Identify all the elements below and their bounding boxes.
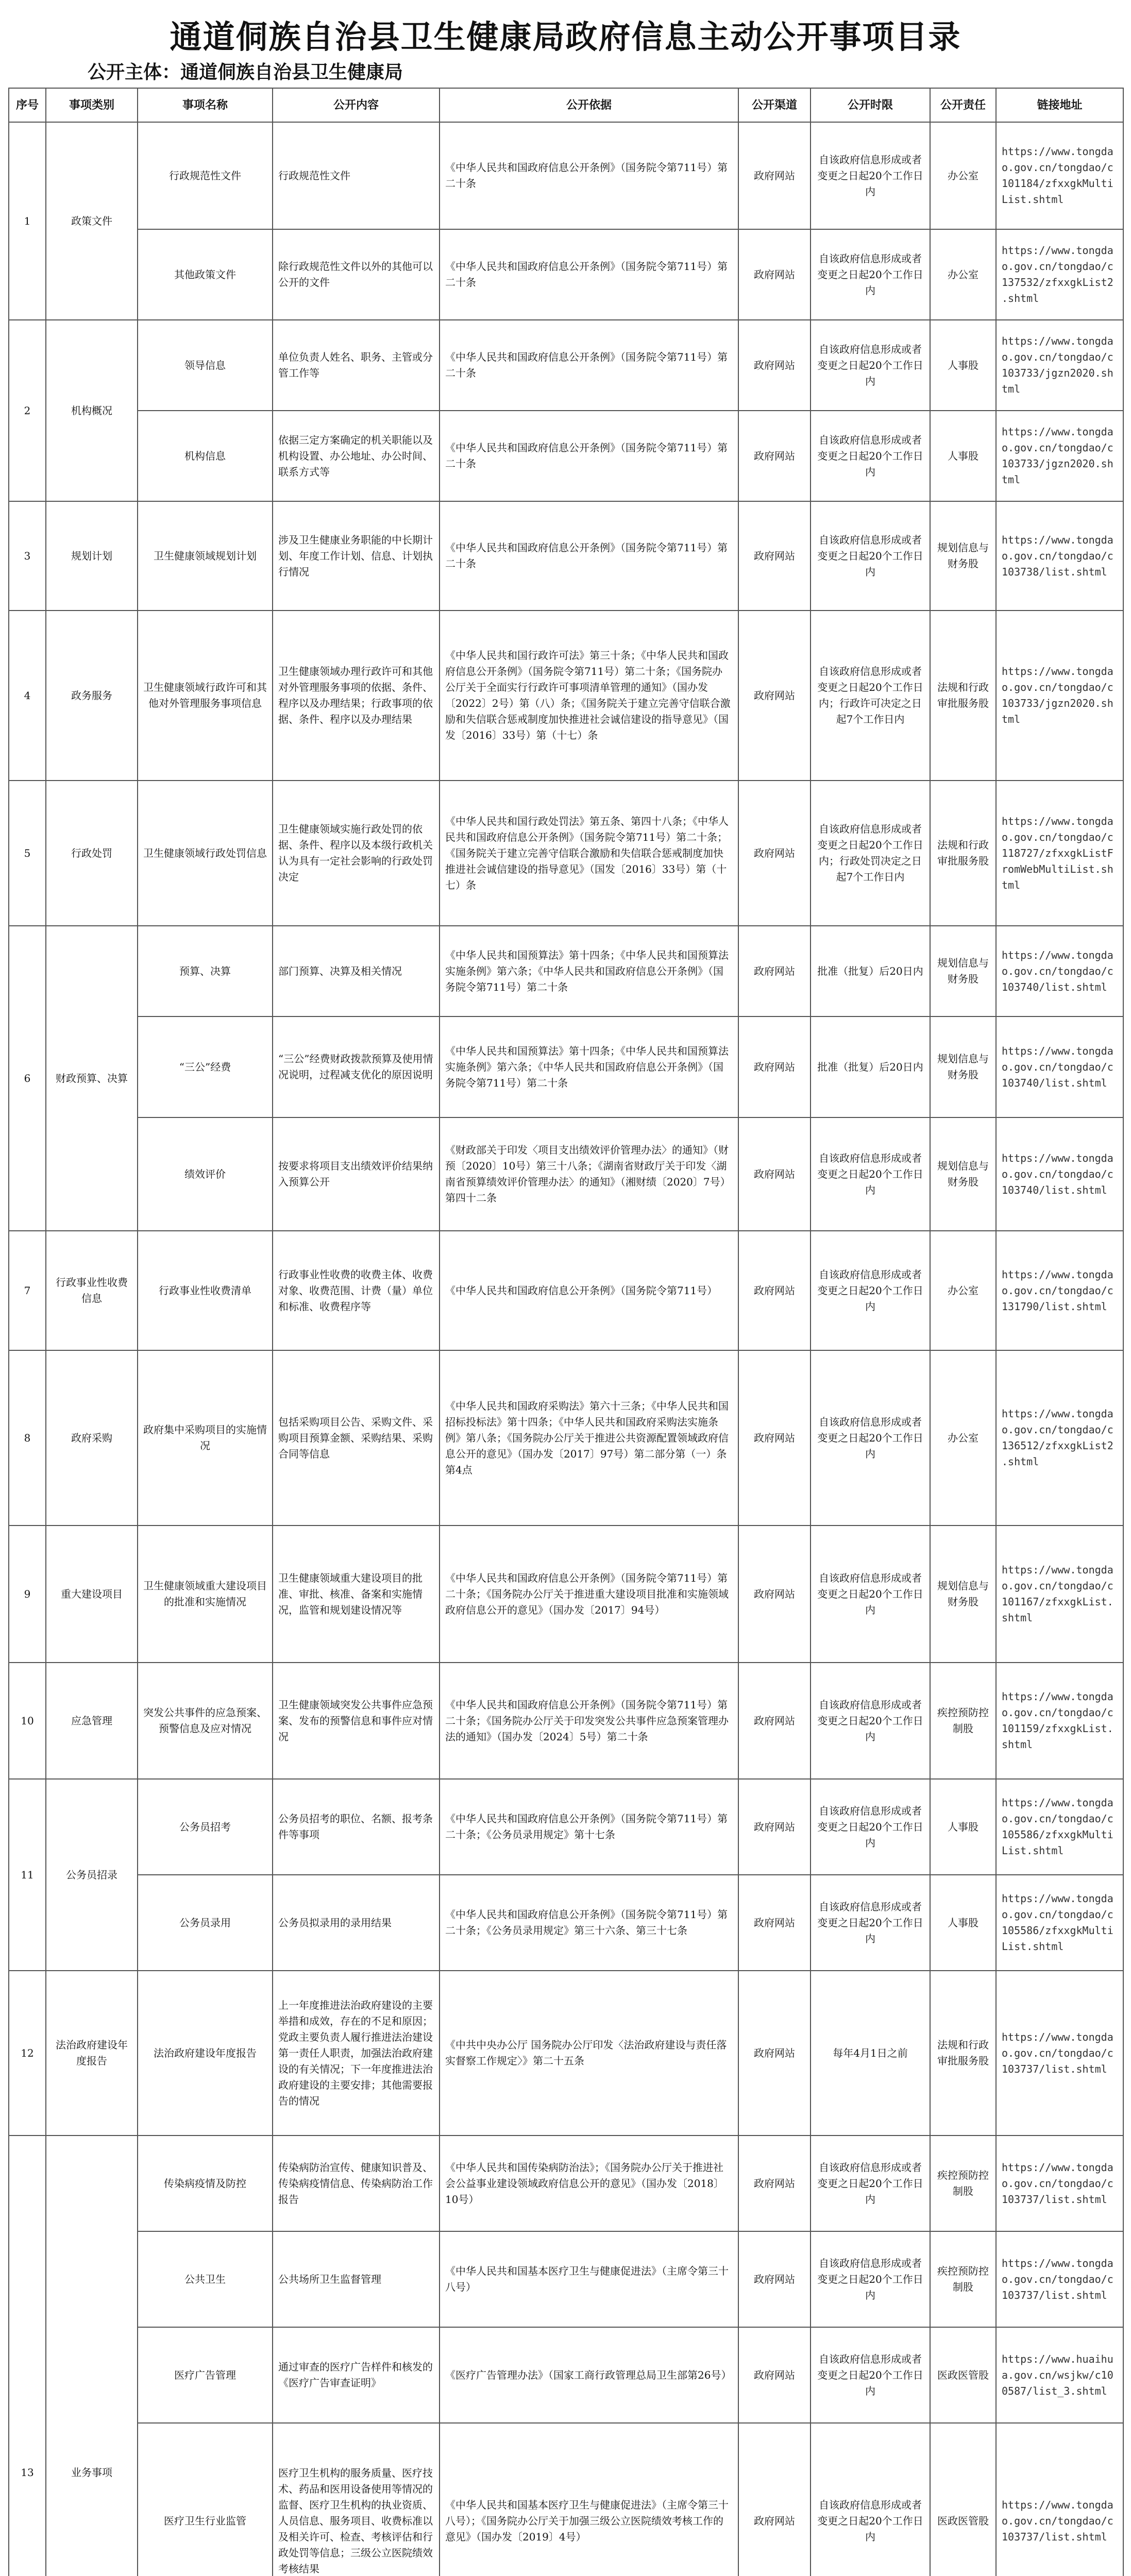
row-number: 9 [9,1526,46,1663]
row-content: 卫生健康领域实施行政处罚的依据、条件、程序以及本级行政机关认为具有一定社会影响的行政处罚决定 [273,781,440,926]
header-category: 事项类别 [46,88,138,122]
row-time-limit: 自该政府信息形成或者变更之日起20个工作日内 [811,501,930,611]
row-responsibility: 医政医管股 [930,2423,996,2576]
table-row [9,411,1123,501]
row-time-limit: 自该政府信息形成或者变更之日起20个工作日内 [811,229,930,320]
row-item-name: 领导信息 [138,320,273,411]
row-responsibility: 疾控预防控制股 [930,2231,996,2327]
row-number: 13 [9,2136,46,2576]
row-number: 2 [9,320,46,501]
row-link[interactable]: https://www.tongdao.gov.cn/tongdao/c137532/zfxxgkList2.shtml [996,229,1123,320]
row-basis: 《中华人民共和国政府信息公开条例》（国务院令第711号）第二十条 [440,229,738,320]
row-link[interactable]: https://www.tongdao.gov.cn/tongdao/c103733/jgzn2020.shtml [996,320,1123,411]
header-channel: 公开渠道 [738,88,811,122]
row-category: 重大建设项目 [46,1526,138,1663]
row-content: 除行政规范性文件以外的其他可以公开的文件 [273,229,440,320]
row-number: 12 [9,1971,46,2136]
row-time-limit: 自该政府信息形成或者变更之日起20个工作日内 [811,122,930,229]
row-responsibility: 人事股 [930,1875,996,1971]
row-item-name: 法治政府建设年度报告 [138,1971,273,2136]
row-item-name: 医疗广告管理 [138,2327,273,2423]
row-basis: 《中华人民共和国行政处罚法》第五条、第四十八条；《中华人民共和国政府信息公开条例》（国务院令第711号）第二十条；《国务院关于建立完善守信联合激励和失信联合惩戒制度加快推进社会诚信建设的指导意见》（国发〔2016〕33号）第（十七）条 [440,781,738,926]
publisher-subject: 公开主体：通道侗族自治县卫生健康局 [88,61,403,83]
row-channel: 政府网站 [738,1350,811,1526]
row-link[interactable]: https://www.tongdao.gov.cn/tongdao/c103740/list.shtml [996,1117,1123,1231]
row-category: 行政事业性收费信息 [46,1231,138,1350]
row-channel: 政府网站 [738,926,811,1016]
table-row [9,1526,1123,1663]
row-responsibility: 规划信息与财务股 [930,501,996,611]
row-channel: 政府网站 [738,1231,811,1350]
row-item-name: 卫生健康领域重大建设项目的批准和实施情况 [138,1526,273,1663]
row-content: 行政事业性收费的收费主体、收费对象、收费范围、计费（量）单位和标准、收费程序等 [273,1231,440,1350]
header-link: 链接地址 [996,88,1123,122]
row-content: 部门预算、决算及相关情况 [273,926,440,1016]
row-content: 涉及卫生健康业务职能的中长期计划、年度工作计划、信息、计划执行情况 [273,501,440,611]
row-link[interactable]: https://www.tongdao.gov.cn/tongdao/c118727/zfxxgkListFromWebMultiList.shtml [996,781,1123,926]
page-title: 通道侗族自治县卫生健康局政府信息主动公开事项目录 [170,18,961,56]
row-time-limit: 批准（批复）后20日内 [811,926,930,1016]
disclosure-table [8,88,1124,2576]
row-time-limit: 自该政府信息形成或者变更之日起20个工作日内 [811,2231,930,2327]
row-channel: 政府网站 [738,1875,811,1971]
row-category: 行政处罚 [46,781,138,926]
row-responsibility: 法规和行政审批服务股 [930,781,996,926]
row-responsibility: 规划信息与财务股 [930,1117,996,1231]
row-time-limit: 自该政府信息形成或者变更之日起20个工作日内；行政处罚决定之日起7个工作日内 [811,781,930,926]
row-category: 应急管理 [46,1663,138,1779]
row-time-limit: 自该政府信息形成或者变更之日起20个工作日内 [811,1875,930,1971]
row-channel: 政府网站 [738,611,811,781]
row-category: 法治政府建设年度报告 [46,1971,138,2136]
row-content: 公务员招考的职位、名额、报考条件等事项 [273,1779,440,1875]
row-time-limit: 自该政府信息形成或者变更之日起20个工作日内 [811,1231,930,1350]
row-content: 通过审查的医疗广告样件和核发的《医疗广告审查证明》 [273,2327,440,2423]
row-basis: 《中华人民共和国政府采购法》第六十三条；《中华人民共和国招标投标法》第十四条；《中华人民共和国政府采购法实施条例》第八条；《国务院办公厅关于推进公共资源配置领域政府信息公开的意见》（国办发〔2017〕97号）第二部分第（一）条第4点 [440,1350,738,1526]
row-responsibility: 法规和行政审批服务股 [930,611,996,781]
row-content: 医疗卫生机构的服务质量、医疗技术、药品和医用设备使用等情况的监督、医疗卫生机构的执业资质、人员信息、服务项目、收费标准以及相关许可、检查、考核评估和行政处罚等信息；三级公立医院绩效考核结果 [273,2423,440,2576]
row-content: 依据三定方案确定的机关职能以及机构设置、办公地址、办公时间、联系方式等 [273,411,440,501]
row-item-name: 行政事业性收费清单 [138,1231,273,1350]
table-row [9,320,1123,411]
row-basis: 《中华人民共和国政府信息公开条例》（国务院令第711号）第二十条 [440,501,738,611]
row-link[interactable]: https://www.tongdao.gov.cn/tongdao/c103737/list.shtml [996,2231,1123,2327]
table-row [9,1875,1123,1971]
header-content: 公开内容 [273,88,440,122]
row-item-name: 传染病疫情及防控 [138,2136,273,2231]
row-channel: 政府网站 [738,2231,811,2327]
row-number: 1 [9,122,46,320]
row-item-name: 绩效评价 [138,1117,273,1231]
row-responsibility: 规划信息与财务股 [930,1526,996,1663]
row-time-limit: 自该政府信息形成或者变更之日起20个工作日内 [811,2136,930,2231]
row-channel: 政府网站 [738,411,811,501]
row-link[interactable]: https://www.tongdao.gov.cn/tongdao/c105586/zfxxgkMultiList.shtml [996,1875,1123,1971]
row-link[interactable]: https://www.tongdao.gov.cn/tongdao/c103737/list.shtml [996,2136,1123,2231]
row-link[interactable]: https://www.tongdao.gov.cn/tongdao/c131790/list.shtml [996,1231,1123,1350]
table-row [9,1231,1123,1350]
row-link[interactable]: https://www.tongdao.gov.cn/tongdao/c103733/jgzn2020.shtml [996,411,1123,501]
table-row [9,926,1123,1016]
row-responsibility: 办公室 [930,1231,996,1350]
row-channel: 政府网站 [738,501,811,611]
table-row [9,2327,1123,2423]
row-link[interactable]: https://www.tongdao.gov.cn/tongdao/c103738/list.shtml [996,501,1123,611]
row-responsibility: 人事股 [930,411,996,501]
row-category: 业务事项 [46,2136,138,2576]
row-link[interactable]: https://www.tongdao.gov.cn/tongdao/c101184/zfxxgkMultiList.shtml [996,122,1123,229]
row-content: 包括采购项目公告、采购文件、采购项目预算金额、采购结果、采购合同等信息 [273,1350,440,1526]
row-content: 公共场所卫生监督管理 [273,2231,440,2327]
row-number: 3 [9,501,46,611]
header-time-limit: 公开时限 [811,88,930,122]
row-link[interactable]: https://www.tongdao.gov.cn/tongdao/c101159/zfxxgkList.shtml [996,1663,1123,1779]
row-item-name: 医疗卫生行业监管 [138,2423,273,2576]
row-link[interactable]: https://www.tongdao.gov.cn/tongdao/c101167/zfxxgkList.shtml [996,1526,1123,1663]
row-basis: 《中华人民共和国政府信息公开条例》（国务院令第711号）第二十条；《国务院办公厅关于推进重大建设项目批准和实施领域政府信息公开的意见》（国办发〔2017〕94号） [440,1526,738,1663]
row-link[interactable]: https://www.tongdao.gov.cn/tongdao/c136512/zfxxgkList2.shtml [996,1350,1123,1526]
row-item-name: 公务员录用 [138,1875,273,1971]
row-item-name: 突发公共事件的应急预案、预警信息及应对情况 [138,1663,273,1779]
table-row [9,781,1123,926]
row-basis: 《中华人民共和国政府信息公开条例》（国务院令第711号）第二十条；《公务员录用规定》第十七条 [440,1779,738,1875]
row-content: 卫生健康领域办理行政许可和其他对外管理服务事项的依据、条件、程序以及办理结果；行政事项的依据、条件、程序以及办理结果 [273,611,440,781]
row-content: 公务员拟录用的录用结果 [273,1875,440,1971]
row-time-limit: 自该政府信息形成或者变更之日起20个工作日内 [811,320,930,411]
row-responsibility: 规划信息与财务股 [930,926,996,1016]
row-responsibility: 办公室 [930,122,996,229]
row-basis: 《中华人民共和国基本医疗卫生与健康促进法》（主席令第三十八号） [440,2231,738,2327]
row-content: 行政规范性文件 [273,122,440,229]
row-item-name: 其他政策文件 [138,229,273,320]
row-content: 按要求将项目支出绩效评价结果纳入预算公开 [273,1117,440,1231]
header-basis: 公开依据 [440,88,738,122]
row-responsibility: 办公室 [930,229,996,320]
row-time-limit: 自该政府信息形成或者变更之日起20个工作日内 [811,411,930,501]
table-row [9,1663,1123,1779]
row-content: 上一年度推进法治政府建设的主要举措和成效，存在的不足和原因；党政主要负责人履行推进法治建设第一责任人职责，加强法治政府建设的有关情况；下一年度推进法治政府建设的主要安排；其他需要报告的情况 [273,1971,440,2136]
row-time-limit: 自该政府信息形成或者变更之日起20个工作日内 [811,1117,930,1231]
row-number: 7 [9,1231,46,1350]
row-basis: 《中华人民共和国预算法》第十四条；《中华人民共和国预算法实施条例》第六条；《中华人民共和国政府信息公开条例》（国务院令第711号）第二十条 [440,926,738,1016]
row-time-limit: 批准（批复）后20日内 [811,1016,930,1117]
row-item-name: 行政规范性文件 [138,122,273,229]
row-basis: 《中华人民共和国政府信息公开条例》（国务院令第711号）第二十条 [440,320,738,411]
row-item-name: 卫生健康领域行政处罚信息 [138,781,273,926]
row-item-name: 卫生健康领域行政许可和其他对外管理服务事项信息 [138,611,273,781]
table-row [9,122,1123,229]
row-basis: 《中华人民共和国政府信息公开条例》（国务院令第711号）第二十条；《公务员录用规定》第三十六条、第三十七条 [440,1875,738,1971]
row-responsibility: 疾控预防控制股 [930,1663,996,1779]
row-category: 机构概况 [46,320,138,501]
row-time-limit: 自该政府信息形成或者变更之日起20个工作日内；行政许可决定之日起7个工作日内 [811,611,930,781]
row-channel: 政府网站 [738,2136,811,2231]
row-link[interactable]: https://www.tongdao.gov.cn/tongdao/c105586/zfxxgkMultiList.shtml [996,1779,1123,1875]
table-row [9,1016,1123,1117]
table-header-row [9,88,1123,122]
row-link[interactable]: https://www.tongdao.gov.cn/tongdao/c103740/list.shtml [996,1016,1123,1117]
table-row [9,229,1123,320]
row-category: 政策文件 [46,122,138,320]
row-basis: 《中华人民共和国政府信息公开条例》（国务院令第711号） [440,1231,738,1350]
table-row [9,1350,1123,1526]
table-row [9,611,1123,781]
row-item-name: “三公”经费 [138,1016,273,1117]
table-row [9,501,1123,611]
row-basis: 《中华人民共和国政府信息公开条例》（国务院令第711号）第二十条 [440,411,738,501]
row-basis: 《中华人民共和国传染病防治法》；《国务院办公厅关于推进社会公益事业建设领域政府信息公开的意见》（国办发〔2018〕10号） [440,2136,738,2231]
row-time-limit: 自该政府信息形成或者变更之日起20个工作日内 [811,1779,930,1875]
row-responsibility: 医政医管股 [930,2327,996,2423]
row-channel: 政府网站 [738,2423,811,2576]
row-number: 4 [9,611,46,781]
row-item-name: 政府集中采购项目的实施情况 [138,1350,273,1526]
row-basis: 《医疗广告管理办法》（国家工商行政管理总局卫生部第26号） [440,2327,738,2423]
row-responsibility: 人事股 [930,320,996,411]
row-basis: 《财政部关于印发〈项目支出绩效评价管理办法〉的通知》（财预〔2020〕10号）第三十八条；《湖南省财政厅关于印发〈湖南省预算绩效评价管理办法〉的通知》（湘财绩〔2020〕7号）第四十二条 [440,1117,738,1231]
row-content: 传染病防治宣传、健康知识普及、传染病疫情信息、传染病防治工作报告 [273,2136,440,2231]
row-basis: 《中共中央办公厅 国务院办公厅印发〈法治政府建设与责任落实督察工作规定〉》第二十五条 [440,1971,738,2136]
row-content: 卫生健康领域突发公共事件应急预案、发布的预警信息和事件应对情况 [273,1663,440,1779]
row-link[interactable]: https://www.tongdao.gov.cn/tongdao/c103733/jgzn2020.shtml [996,611,1123,781]
row-link[interactable]: https://www.tongdao.gov.cn/tongdao/c103737/list.shtml [996,1971,1123,2136]
row-basis: 《中华人民共和国政府信息公开条例》（国务院令第711号）第二十条 [440,122,738,229]
row-number: 5 [9,781,46,926]
row-time-limit: 自该政府信息形成或者变更之日起20个工作日内 [811,1350,930,1526]
row-basis: 《中华人民共和国预算法》第十四条；《中华人民共和国预算法实施条例》第六条；《中华人民共和国政府信息公开条例》（国务院令第711号）第二十条 [440,1016,738,1117]
row-channel: 政府网站 [738,1663,811,1779]
row-item-name: 机构信息 [138,411,273,501]
row-link[interactable]: https://www.tongdao.gov.cn/tongdao/c103740/list.shtml [996,926,1123,1016]
row-time-limit: 自该政府信息形成或者变更之日起20个工作日内 [811,2423,930,2576]
row-channel: 政府网站 [738,1526,811,1663]
table-row [9,2231,1123,2327]
row-link[interactable]: https://www.huaihua.gov.cn/wsjkw/c100587/list_3.shtml [996,2327,1123,2423]
row-channel: 政府网站 [738,781,811,926]
row-category: 公务员招录 [46,1779,138,1971]
table-row [9,2136,1123,2231]
row-time-limit: 每年4月1日之前 [811,1971,930,2136]
table-row [9,2423,1123,2576]
row-channel: 政府网站 [738,1016,811,1117]
row-responsibility: 人事股 [930,1779,996,1875]
row-time-limit: 自该政府信息形成或者变更之日起20个工作日内 [811,2327,930,2423]
row-item-name: 公共卫生 [138,2231,273,2327]
row-item-name: 卫生健康领域规划计划 [138,501,273,611]
row-number: 8 [9,1350,46,1526]
row-channel: 政府网站 [738,1971,811,2136]
row-category: 政务服务 [46,611,138,781]
header-item-name: 事项名称 [138,88,273,122]
row-channel: 政府网站 [738,1117,811,1231]
row-category: 财政预算、决算 [46,926,138,1231]
row-responsibility: 办公室 [930,1350,996,1526]
header-no: 序号 [9,88,46,122]
row-channel: 政府网站 [738,2327,811,2423]
row-link[interactable]: https://www.tongdao.gov.cn/tongdao/c103737/list.shtml [996,2423,1123,2576]
table-row [9,1971,1123,2136]
row-number: 6 [9,926,46,1231]
table-row [9,1779,1123,1875]
row-content: 卫生健康领域重大建设项目的批准、审批、核准、备案和实施情况，监管和规划建设情况等 [273,1526,440,1663]
row-number: 10 [9,1663,46,1779]
row-responsibility: 疾控预防控制股 [930,2136,996,2231]
row-time-limit: 自该政府信息形成或者变更之日起20个工作日内 [811,1663,930,1779]
row-basis: 《中华人民共和国政府信息公开条例》（国务院令第711号）第二十条；《国务院办公厅关于印发突发公共事件应急预案管理办法的通知》（国办发〔2024〕5号）第二十条 [440,1663,738,1779]
row-category: 规划计划 [46,501,138,611]
table-row [9,1117,1123,1231]
row-category: 政府采购 [46,1350,138,1526]
row-content: 单位负责人姓名、职务、主管或分管工作等 [273,320,440,411]
row-item-name: 公务员招考 [138,1779,273,1875]
row-time-limit: 自该政府信息形成或者变更之日起20个工作日内 [811,1526,930,1663]
row-responsibility: 法规和行政审批服务股 [930,1971,996,2136]
row-content: “三公”经费财政拨款预算及使用情况说明，过程减支优化的原因说明 [273,1016,440,1117]
row-number: 11 [9,1779,46,1971]
row-channel: 政府网站 [738,320,811,411]
row-responsibility: 规划信息与财务股 [930,1016,996,1117]
row-channel: 政府网站 [738,229,811,320]
row-item-name: 预算、决算 [138,926,273,1016]
row-basis: 《中华人民共和国行政许可法》第三十条；《中华人民共和国政府信息公开条例》（国务院令第711号）第二十条；《国务院办公厅关于全面实行行政许可事项清单管理的通知》（国办发〔2022〕2号）第（八）条；《国务院关于建立完善守信联合激励和失信联合惩戒制度加快推进社会诚信建设的指导意见》（国发〔2016〕33号）第（十七）条 [440,611,738,781]
header-responsibility: 公开责任 [930,88,996,122]
row-channel: 政府网站 [738,1779,811,1875]
row-channel: 政府网站 [738,122,811,229]
row-basis: 《中华人民共和国基本医疗卫生与健康促进法》（主席令第三十八号）；《国务院办公厅关于加强三级公立医院绩效考核工作的意见》（国办发〔2019〕4号） [440,2423,738,2576]
